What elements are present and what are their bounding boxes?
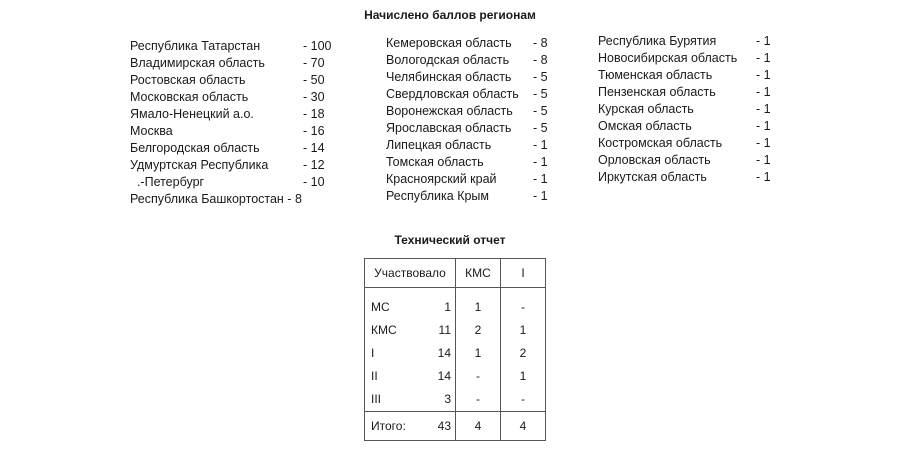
region-name: Республика Башкортостан - 8 <box>130 192 302 206</box>
kms-value: - <box>476 392 480 406</box>
header-kms: КМС <box>456 259 501 288</box>
region-name: Орловская область <box>598 153 711 167</box>
region-points: - 14 <box>303 141 325 155</box>
category-line <box>365 388 455 411</box>
report-body-row <box>365 288 546 412</box>
first-value: - <box>521 392 525 406</box>
category-line <box>365 296 455 319</box>
region-points: - 5 <box>533 121 548 135</box>
region-points: - 18 <box>303 107 325 121</box>
region-name: Курская область <box>598 102 694 116</box>
region-name: Омская область <box>598 119 692 133</box>
total-count: 43 <box>437 419 451 433</box>
region-points: - 1 <box>756 119 771 133</box>
region-points: - 10 <box>303 175 325 189</box>
category-name: МС <box>371 300 390 314</box>
region-points: - 1 <box>533 155 548 169</box>
region-name: Кемеровская область <box>386 36 512 50</box>
category-name: III <box>371 392 382 406</box>
region-name: Республика Крым <box>386 189 490 203</box>
region-points: - 16 <box>303 124 325 138</box>
region-points: - 5 <box>533 70 548 84</box>
region-name: Владимирская область <box>130 56 265 70</box>
region-name: Республика Татарстан <box>130 39 261 53</box>
category-count: 14 <box>437 369 451 383</box>
region-name: Воронежская область <box>386 104 513 118</box>
region-name: Москва <box>130 124 173 138</box>
kms-column <box>456 288 501 412</box>
region-name: Ярославская область <box>386 121 512 135</box>
category-count: 11 <box>438 323 451 337</box>
total-cell <box>365 412 456 441</box>
first-column <box>501 288 546 412</box>
region-name: Вологодская область <box>386 53 510 67</box>
technical-report-table <box>364 258 546 441</box>
report-total-row <box>365 412 546 441</box>
region-points: - 1 <box>533 138 548 152</box>
total-kms: 4 <box>456 412 501 441</box>
region-name: Ростовская область <box>130 73 246 87</box>
region-points: - 1 <box>756 153 771 167</box>
header-participated: Участвовало <box>365 259 456 288</box>
total-label: Итого: <box>371 419 406 433</box>
region-points: - 100 <box>303 39 332 53</box>
region-name: Костромская область <box>598 136 723 150</box>
region-points: - 30 <box>303 90 325 104</box>
category-name: I <box>371 346 375 360</box>
category-line <box>365 319 455 342</box>
region-points: - 50 <box>303 73 325 87</box>
region-points: - 1 <box>756 85 771 99</box>
category-line <box>365 342 455 365</box>
first-value: 1 <box>519 369 527 383</box>
first-value: 1 <box>519 323 527 337</box>
header-first: I <box>501 259 546 288</box>
region-name: Удмуртская Республика <box>130 158 269 172</box>
region-points: - 1 <box>533 172 548 186</box>
region-name: .-Петербург <box>130 175 205 189</box>
first-value: - <box>521 300 525 314</box>
region-name: Свердловская область <box>386 87 519 101</box>
category-count: 1 <box>444 300 451 314</box>
region-name: Красноярский край <box>386 172 497 186</box>
region-name: Республика Бурятия <box>598 34 717 48</box>
region-name: Тюменская область <box>598 68 713 82</box>
region-points: - 1 <box>756 102 771 116</box>
category-column <box>365 288 456 412</box>
category-name: КМС <box>371 323 397 337</box>
region-points: - 1 <box>756 170 771 184</box>
region-name: Московская область <box>130 90 249 104</box>
kms-value: - <box>476 369 480 383</box>
kms-value: 1 <box>474 346 482 360</box>
region-name: Новосибирская область <box>598 51 738 65</box>
category-count: 14 <box>437 346 451 360</box>
region-points: - 12 <box>303 158 325 172</box>
region-name: Ямало-Ненецкий а.о. <box>130 107 254 121</box>
region-points: - 1 <box>533 189 548 203</box>
region-name: Пензенская область <box>598 85 716 99</box>
region-points: - 1 <box>756 68 771 82</box>
kms-value: 2 <box>474 323 482 337</box>
region-points: - 1 <box>756 51 771 65</box>
region-name: Челябинская область <box>386 70 512 84</box>
first-value: 2 <box>519 346 527 360</box>
region-name: Белгородская область <box>130 141 260 155</box>
report-header-row <box>365 259 546 288</box>
region-points: - 1 <box>756 136 771 150</box>
category-line <box>365 365 455 388</box>
region-name: Томская область <box>386 155 484 169</box>
report-title: Технический отчет <box>394 233 506 247</box>
region-points: - 8 <box>533 36 548 50</box>
region-points: - 70 <box>303 56 325 70</box>
total-first: 4 <box>501 412 546 441</box>
region-points: - 5 <box>533 104 548 118</box>
region-points: - 5 <box>533 87 548 101</box>
region-name: Иркутская область <box>598 170 707 184</box>
category-count: 3 <box>444 392 451 406</box>
category-name: II <box>371 369 378 383</box>
region-points: - 8 <box>533 53 548 67</box>
kms-value: 1 <box>474 300 482 314</box>
region-name: Липецкая область <box>386 138 492 152</box>
region-points: - 1 <box>756 34 771 48</box>
page-title: Начислено баллов регионам <box>364 8 536 22</box>
